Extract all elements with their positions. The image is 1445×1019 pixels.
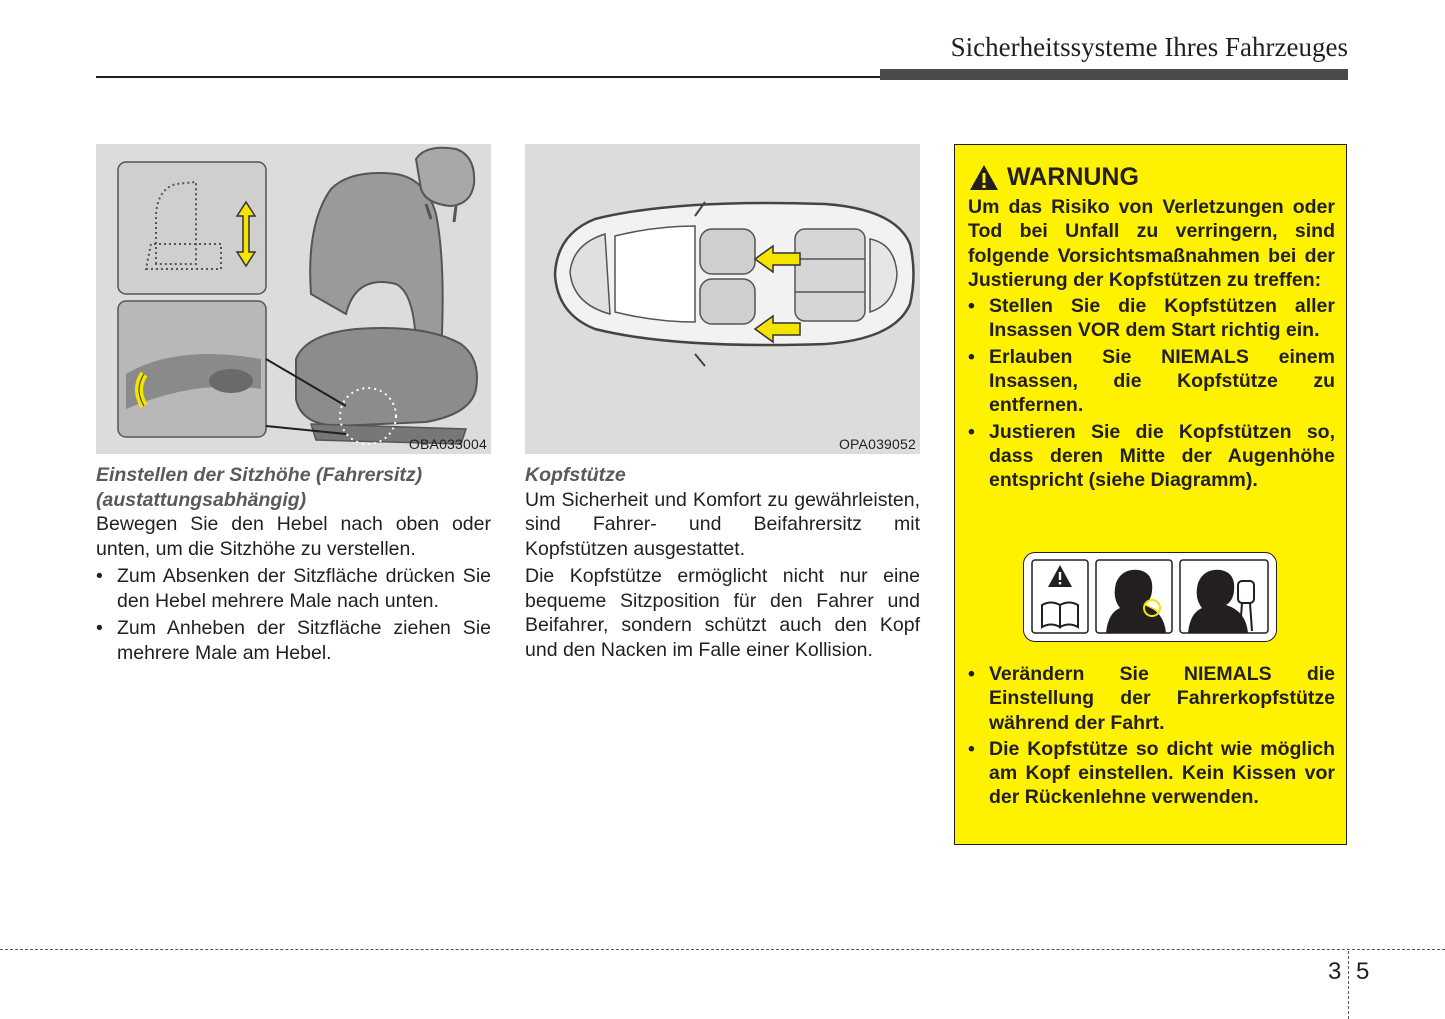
list-item: • Stellen Sie die Kopfstützen aller Insassen VOR dem Start richtig ein. xyxy=(968,295,1335,342)
middle-column xyxy=(525,463,920,662)
header-rule-thick xyxy=(880,69,1348,80)
warning-triangle-icon xyxy=(969,164,999,191)
list-item: • Zum Absenken der Sitzfläche drücken Sie den Hebel mehrere Male nach unten. xyxy=(96,565,491,612)
section-heading-seat-height-note: (austattungsabhängig) xyxy=(96,488,307,511)
warning-intro: Um das Risiko von Verletzungen oder Tod bei Unfall zu verringern, sind folgende Vorsichtsmaßnahmen bei der Justierung der Kopfstützen zu treffen: xyxy=(968,196,1335,291)
headrest-diagram xyxy=(1023,552,1277,642)
list-item: • Zum Anheben der Sitzfläche ziehen Sie mehrere Male am Hebel. xyxy=(96,617,491,664)
footer-divider xyxy=(1348,951,1349,1019)
warning-lower-text xyxy=(968,660,1335,810)
warning-upper-text xyxy=(968,195,1335,493)
section-heading-headrest: Kopfstütze xyxy=(525,464,626,486)
bullet-dot: • xyxy=(96,617,103,639)
bullet-dot: • xyxy=(968,737,975,760)
section-heading-seat-height: Einstellen der Sitzhöhe (Fahrersitz) xyxy=(96,464,423,486)
warning-title xyxy=(969,163,1139,192)
car-topview-graphic xyxy=(525,144,920,454)
warning-box xyxy=(954,144,1347,845)
page-number: 5 xyxy=(1356,958,1370,985)
seat-height-illustration xyxy=(96,144,491,454)
figure-code-left: OBA033004 xyxy=(408,436,487,452)
list-item: • Justieren Sie die Kopfstützen so, dass deren Mitte der Augenhöhe entspricht (siehe Diagramm). xyxy=(968,420,1335,492)
bullet-dot: • xyxy=(96,565,103,587)
bullet-dot: • xyxy=(968,663,975,685)
list-item: • Verändern Sie NIEMALS die Einstellung der Fahrerkopfstütze während der Fahrt. xyxy=(968,663,1335,734)
header-rule xyxy=(96,76,886,78)
bullet-dot: • xyxy=(968,420,975,443)
headrest-paragraph: Um Sicherheit und Komfort zu gewährleisten, sind Fahrer- und Beifahrersitz mit Kopfstützen ausgestattet. xyxy=(525,488,920,560)
bullet-dot: • xyxy=(968,295,975,318)
list-item: • Die Kopfstütze so dicht wie möglich am Kopf einstellen. Kein Kissen vor der Rückenlehne verwenden. xyxy=(968,737,1335,809)
headrest-pictograms xyxy=(1024,553,1275,640)
left-column xyxy=(96,463,491,665)
headrest-car-illustration xyxy=(525,144,920,454)
footer-rule xyxy=(0,949,1445,950)
figure-code-middle: OPA039052 xyxy=(838,436,916,452)
warning-title-text: WARNUNG xyxy=(1007,163,1139,191)
chapter-number: 3 xyxy=(1328,958,1342,985)
running-header: Sicherheitssysteme Ihres Fahrzeuges xyxy=(950,32,1348,62)
list-item: • Erlauben Sie NIEMALS einem Insassen, die Kopfstütze zu entfernen. xyxy=(968,345,1335,417)
seat-height-body: Bewegen Sie den Hebel nach oben oder unten, um die Sitzhöhe zu verstellen. xyxy=(96,513,491,560)
headrest-paragraph: Die Kopfstütze ermöglicht nicht nur eine bequeme Sitzposition für den Fahrer und Beifahrer, sondern schützt auch den Kopf und den Nacken im Falle einer Kollision. xyxy=(525,565,920,661)
seat-illustration-graphic xyxy=(96,144,491,454)
bullet-dot: • xyxy=(968,345,975,368)
